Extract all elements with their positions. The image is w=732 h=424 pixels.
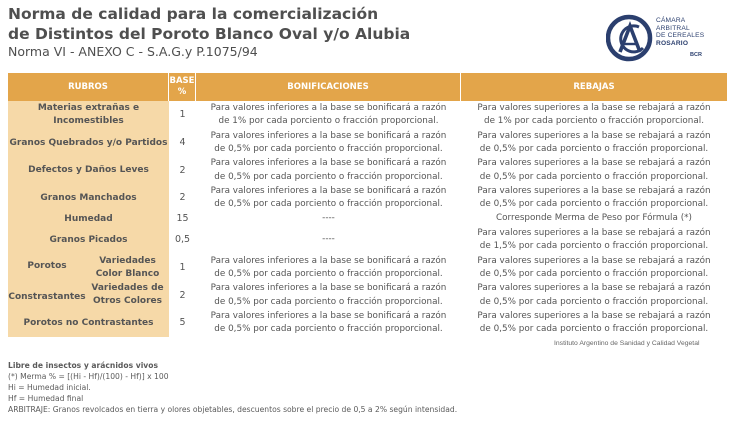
header-rubros: RUBROS: [8, 73, 169, 101]
logo-text: [656, 17, 704, 47]
table-row: [8, 129, 727, 157]
bonificacion-cell: Para valores inferiores a la base se bonificará a razón de 0,5% por cada porciento o fracción proporcional.: [210, 130, 447, 154]
base-cell: 1: [179, 109, 186, 121]
logo-line-2: ARBITRAL: [656, 24, 690, 32]
title-line-1: Norma de calidad para la comercialización: [8, 5, 379, 23]
page-subtitle: Norma VI - ANEXO C - S.A.G.y P.1075/94: [8, 44, 258, 59]
table-row: [8, 226, 727, 254]
header-base: BASE %: [169, 73, 196, 101]
source-caption: Instituto Argentino de Sanidad y Calidad Vegetal: [554, 340, 700, 347]
rebaja-cell: Para valores superiores a la base se rebajará a razón de 0,5% por cada porciento o fracción proporcional.: [477, 185, 711, 209]
header-bonificaciones: BONIFICACIONES: [196, 73, 461, 101]
base-cell: 2: [179, 192, 186, 204]
rubro-cell: Humedad: [8, 212, 169, 226]
rubro-cell: Granos Picados: [8, 226, 169, 254]
variedades-otros-label: Variedades de Otros Colores: [91, 283, 164, 307]
rebaja-cell: Para valores superiores a la base se rebajará a razón de 1,5% por cada porciento o fracción proporcional.: [477, 227, 711, 251]
porotos-label: Porotos: [27, 260, 67, 271]
base-cell: 2: [179, 289, 186, 301]
rebaja-cell: Para valores superiores a la base se rebajará a razón de 0,5% por cada porciento o fracción proporcional.: [477, 310, 711, 334]
table-header-row: [8, 73, 727, 101]
logo-emblem-icon: [606, 14, 654, 62]
bonificacion-cell: Para valores inferiores a la base se bonificará a razón de 0,5% por cada porciento o fracción proporcional.: [210, 255, 447, 279]
logo-line-3: DE CEREALES: [656, 32, 705, 40]
bonificacion-cell: ----: [322, 234, 335, 245]
quality-standard-table: [8, 73, 727, 337]
bonificacion-cell: Para valores inferiores a la base se bonificará a razón de 0,5% por cada porciento o fracción proporcional.: [210, 283, 447, 307]
rubro-cell-porotos-contrastantes: [8, 254, 169, 309]
variedades-blanco-label: Variedades Color Blanco: [95, 255, 160, 279]
notes-heading: Libre de insectos y arácnidos vivos: [8, 361, 158, 370]
rubro-cell: Materias extrañas e Incomestibles: [8, 101, 169, 129]
logo-line-1: CÁMARA: [656, 17, 686, 24]
bonificacion-cell: ----: [322, 213, 335, 224]
logo-line-4: ROSARIO: [656, 39, 689, 47]
table-row: [8, 309, 727, 337]
rubro-cell: Defectos y Daños Leves: [8, 157, 169, 184]
table-row: [8, 101, 727, 129]
base-cell: 4: [179, 137, 186, 149]
bonificacion-cell: Para valores inferiores a la base se bonificará a razón de 0,5% por cada porciento o fracción proporcional.: [210, 158, 447, 182]
page-title: [8, 4, 410, 44]
header-rebajas: REBAJAS: [461, 73, 727, 101]
rebaja-cell: Para valores superiores a la base se rebajará a razón de 0,5% por cada porciento o fracción proporcional.: [477, 130, 711, 154]
contrastantes-label: Constrastantes: [8, 291, 86, 302]
rebaja-cell: Para valores superiores a la base se rebajará a razón de 0,5% por cada porciento o fracción proporcional.: [477, 158, 711, 182]
rubro-cell: Porotos no Contrastantes: [8, 309, 169, 337]
rebaja-cell: Para valores superiores a la base se rebajará a razón de 1% por cada porciento o fracción proporcional.: [477, 102, 711, 126]
rebaja-cell: Para valores superiores a la base se rebajará a razón de 0,5% por cada porciento o fracción proporcional.: [477, 255, 711, 279]
title-line-2: de Distintos del Poroto Blanco Oval y/o Alubia: [8, 25, 411, 43]
rubro-cell: Granos Manchados: [8, 184, 169, 212]
footnotes: [8, 360, 457, 415]
logo-bcr-mark: BCR: [690, 52, 702, 58]
table-row: [8, 157, 727, 184]
arbitraje-note: ARBITRAJE: Granos revolcados en tierra y olores objetables, descuentos sobre el precio de 0,5 a 2% según intensidad.: [8, 405, 458, 414]
table-row: [8, 212, 727, 226]
table-row: [8, 254, 727, 282]
base-cell: 15: [176, 213, 189, 225]
base-cell: 5: [179, 317, 186, 329]
base-cell: 2: [179, 164, 186, 176]
base-cell: 1: [179, 262, 186, 274]
hf-definition: Hf = Humedad final: [8, 394, 84, 403]
table-row: [8, 184, 727, 212]
bonificacion-cell: Para valores inferiores a la base se bonificará a razón de 0,5% por cada porciento o fracción proporcional.: [210, 310, 447, 334]
merma-formula: (*) Merma % = [(Hi - Hf)/(100) - Hf)] x 100: [8, 372, 169, 381]
base-cell: 0,5: [174, 234, 191, 246]
rebaja-cell: Para valores superiores a la base se rebajará a razón de 0,5% por cada porciento o fracción proporcional.: [477, 283, 711, 307]
bonificacion-cell: Para valores inferiores a la base se bonificará a razón de 0,5% por cada porciento o fracción proporcional.: [210, 185, 447, 209]
hi-definition: Hi = Humedad inicial.: [8, 383, 91, 392]
rubro-cell: Granos Quebrados y/o Partidos: [8, 129, 169, 157]
rebaja-cell: Corresponde Merma de Peso por Fórmula (*): [496, 213, 692, 224]
camara-arbitral-logo: [606, 14, 716, 62]
bonificacion-cell: Para valores inferiores a la base se bonificará a razón de 1% por cada porciento o fracción proporcional.: [210, 102, 447, 126]
